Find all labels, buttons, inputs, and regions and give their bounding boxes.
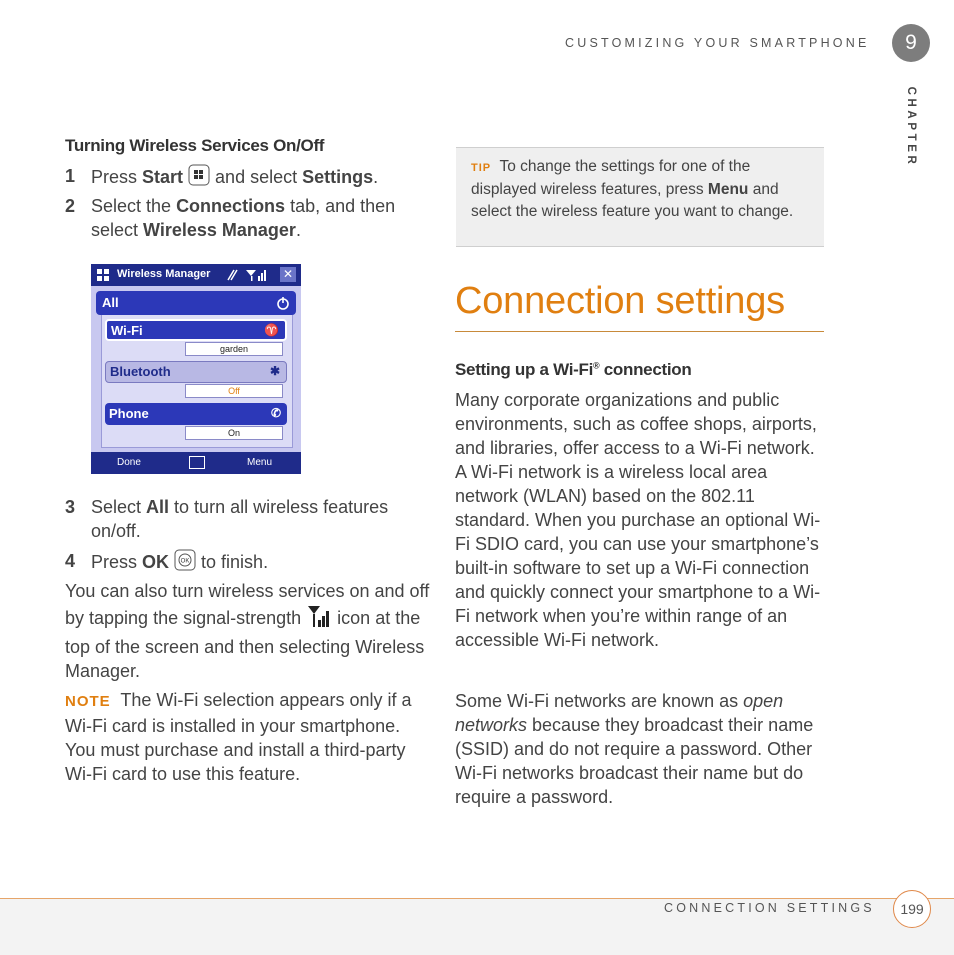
wifi-toggle[interactable]: Wi-Fi ♈ [105,319,287,341]
screenshot-title: Wireless Manager [117,268,211,280]
body-paragraph-2: Some Wi-Fi networks are known as open networks because they broadcast their name (SSID) and do not require a password. Other Wi-Fi networks broadcast their name but do require a password. [455,691,814,807]
status-icons [226,268,270,282]
step-number: 2 [65,196,76,216]
windows-flag-icon [96,268,110,282]
step-text: Select the Connections tab, and then select Wireless Manager. [91,196,396,240]
running-header: CUSTOMIZING YOUR SMARTPHONE [565,36,870,50]
tip-box: TIP To change the settings for one of the displayed wireless features, press Menu and select the wireless feature you want to change. [456,147,824,247]
phone-toggle[interactable]: Phone ✆ [105,403,287,425]
chapter-label [898,82,924,172]
wifi-antenna-icon: ♈ [264,323,279,337]
step-number: 4 [65,551,76,571]
body-paragraph: You can also turn wireless services on and off by tapping the signal-strength icon at the top of the screen and then selecting Wireless Manager. [65,581,430,681]
screenshot-title-bar [91,264,301,286]
menu-softkey[interactable]: Menu [247,457,273,468]
note-label: NOTE [65,693,111,710]
bluetooth-toggle[interactable]: Bluetooth ✱ [105,361,287,383]
start-windows-icon [188,164,210,192]
bluetooth-icon: ✱ [269,364,280,378]
chapter-label-text: CHAPTER [905,86,917,168]
step-2 [65,194,435,242]
step-number: 3 [65,497,76,517]
step-3 [65,495,435,543]
softkey-bar [91,452,301,474]
step-4 [65,549,435,573]
body-paragraph-1: Many corporate organizations and public environments, such as coffee shops, airports, and libraries, offer access to a Wi-Fi network. A Wi-Fi network is a wireless local area network (WLAN) based on the 802.11 standard. When you purchase an optional Wi-Fi SDIO card, you can use your smartphone’s built-in software to set up a Wi-Fi connection and quickly connect your smartphone to a Wi-Fi network when you’re within range of an accessible Wi-Fi network. [455,390,821,650]
tip-label: TIP [471,162,492,174]
step-number: 1 [65,166,76,186]
signal-strength-icon [306,603,332,635]
keyboard-icon[interactable] [189,456,205,469]
close-icon[interactable]: ✕ [280,267,296,282]
svg-text:OK: OK [180,558,190,565]
footer-section: CONNECTION SETTINGS [664,901,875,915]
section-heading: Turning Wireless Services On/Off [65,136,325,155]
wireless-manager-screenshot [91,264,301,474]
page-number: 199 [893,890,931,928]
phone-status: On [185,426,283,440]
subheading: Setting up a Wi-Fi® connection [455,360,692,379]
step-text: Press Start and select Settings. [91,164,431,192]
page-title: Connection settings [455,280,785,322]
power-icon [276,296,290,310]
bluetooth-status: Off [185,384,283,398]
wifi-status: garden [185,342,283,356]
note-paragraph: NOTE The Wi-Fi selection appears only if a Wi-Fi card is installed in your smartphone. You must purchase and install a third-party Wi-Fi card to use this feature. [65,690,412,784]
step-text: Select All to turn all wireless features on/off. [91,497,389,541]
phone-handset-icon: ✆ [270,406,281,420]
ok-button-icon [174,549,196,577]
chapter-number-badge: 9 [892,24,930,62]
step-text: Press OK OK to finish. [91,549,431,577]
all-toggle[interactable]: All [96,291,296,315]
step-1 [65,164,435,188]
done-softkey[interactable]: Done [117,457,141,468]
title-rule [455,331,824,332]
